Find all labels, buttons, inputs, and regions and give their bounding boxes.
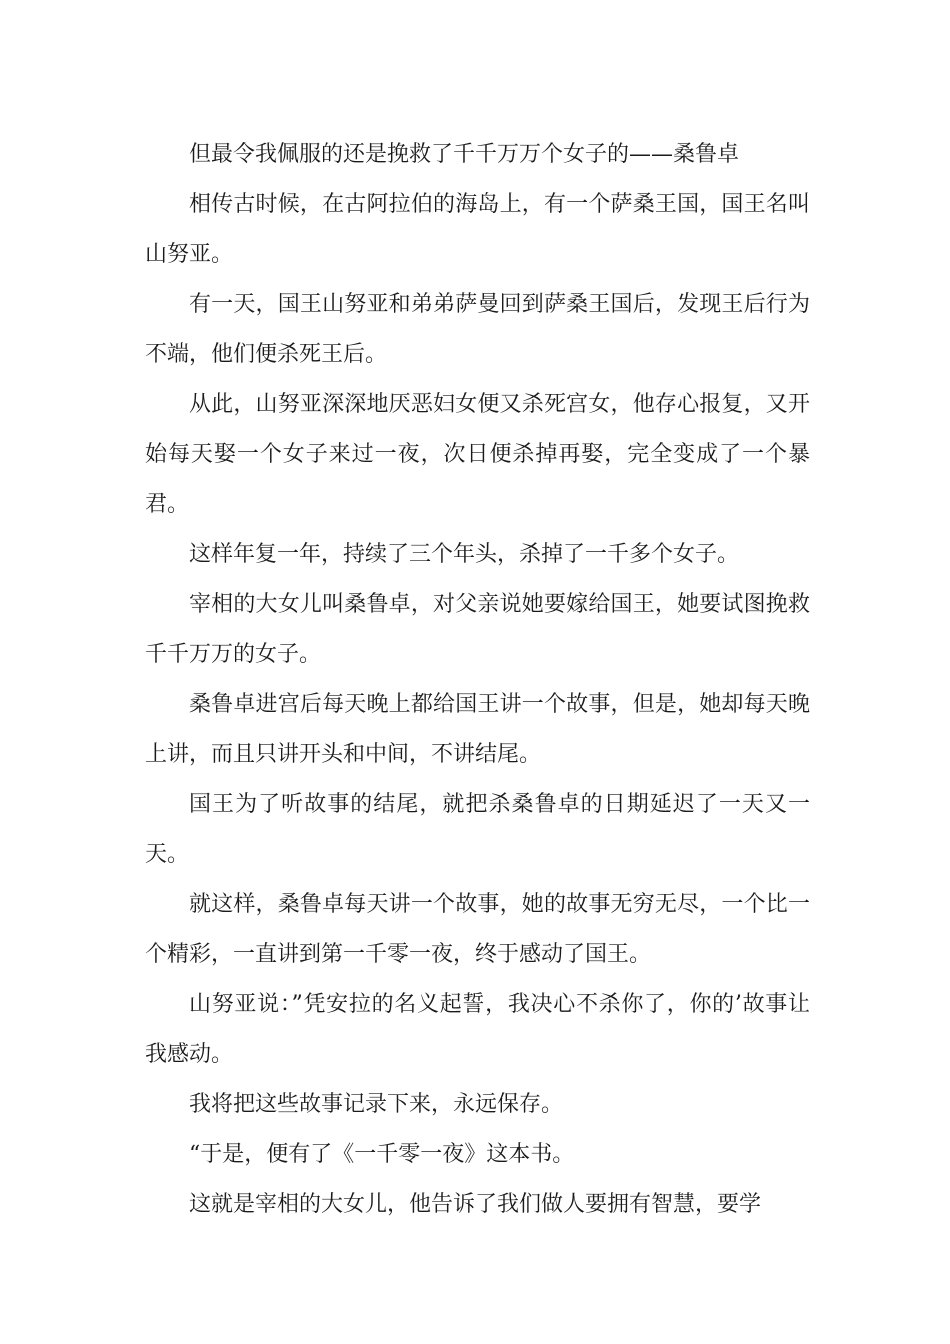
paragraph-11: 我将把这些故事记录下来，永远保存。: [189, 1092, 564, 1117]
paragraph-9: 就这样，桑鲁卓每天讲一个故事，她的故事无穷无尽，一个比一个精彩，一直讲到第一千零一夜，终于感动了国王。: [145, 892, 810, 967]
paragraph-4: 从此，山努亚深深地厌恶妇女便又杀死宫女，他存心报复，又开始每天娶一个女子来过一夜，次日便杀掉再娶，完全变成了一个暴君。: [145, 392, 810, 517]
document-body: [145, 130, 810, 1230]
paragraph-13: 这就是宰相的大女儿，他告诉了我们做人要拥有智慧，要学: [189, 1192, 762, 1217]
paragraph-3: 有一天，国王山努亚和弟弟萨曼回到萨桑王国后，发现王后行为不端，他们便杀死王后。: [145, 292, 810, 367]
paragraph-2: 相传古时候，在古阿拉伯的海岛上，有一个萨桑王国，国王名叫山努亚。: [145, 192, 810, 267]
paragraph-1: 但最令我佩服的还是挽救了千千万万个女子的——桑鲁卓: [189, 142, 740, 167]
paragraph-8: 国王为了听故事的结尾，就把杀桑鲁卓的日期延迟了一天又一天。: [145, 792, 810, 867]
paragraph-7: 桑鲁卓进宫后每天晚上都给国王讲一个故事，但是，她却每天晚上讲，而且只讲开头和中间，不讲结尾。: [145, 692, 810, 767]
paragraph-5: 这样年复一年，持续了三个年头，杀掉了一千多个女子。: [189, 542, 740, 567]
paragraph-10: 山努亚说：”凭安拉的名义起誓，我决心不杀你了，你的’故事让我感动。: [145, 992, 810, 1067]
paragraph-6: 宰相的大女儿叫桑鲁卓，对父亲说她要嫁给国王，她要试图挽救千千万万的女子。: [145, 592, 810, 667]
paragraph-12: “于是，便有了《一千零一夜》这本书。: [189, 1142, 575, 1167]
